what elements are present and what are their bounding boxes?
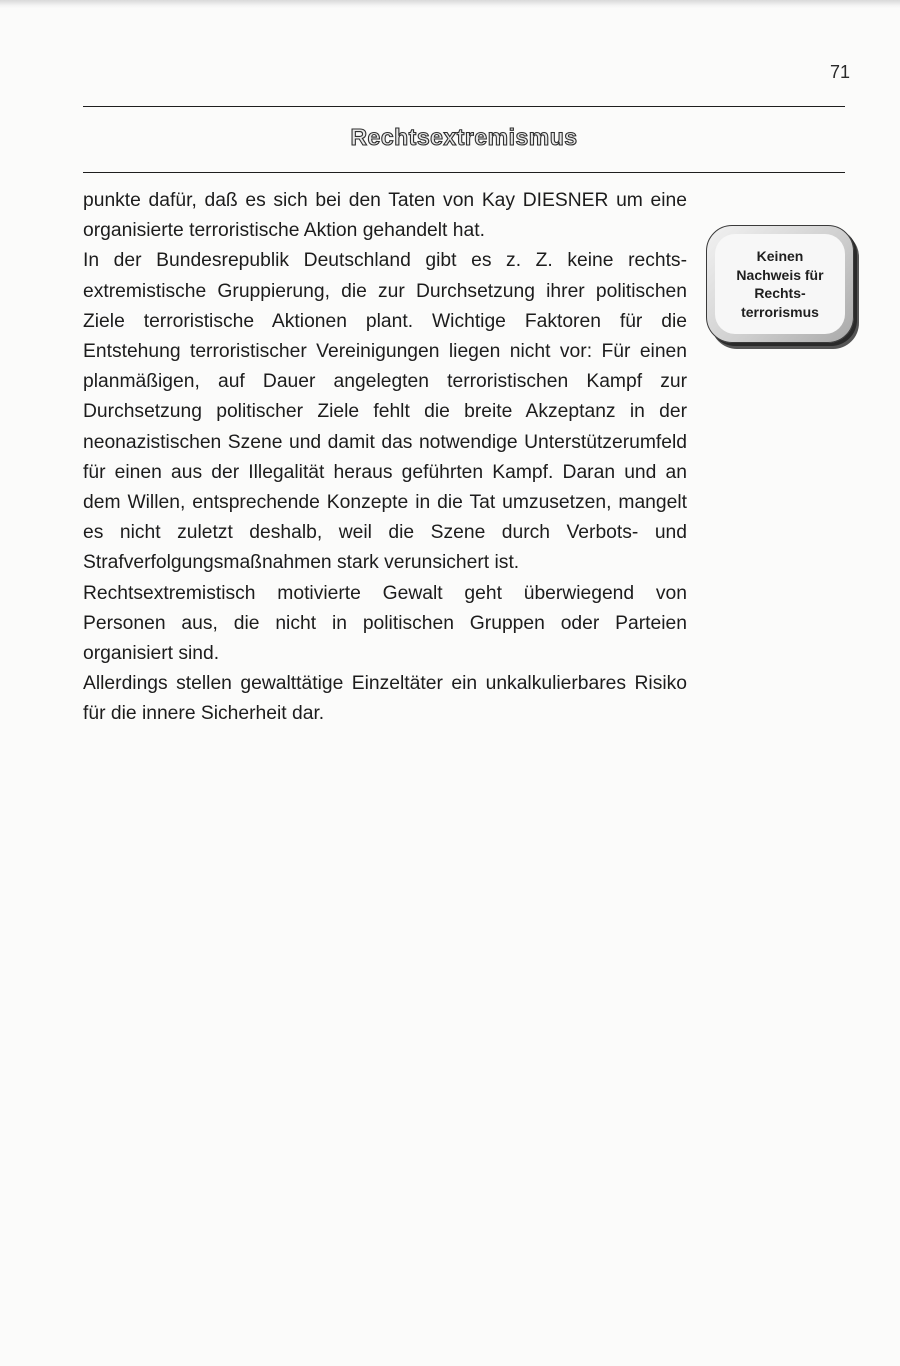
body-text: [83, 186, 687, 730]
margin-note-line-3: Rechts-: [754, 285, 806, 301]
page-number: 71: [829, 62, 850, 82]
header-rule-top: [83, 106, 845, 107]
paragraph-2: In der Bundesrepublik Deutschland gibt es z. Z. keine rechtsextremistische Gruppierung, die zur Durchsetzung ihrer politischen Ziele terroristische Aktionen plant. Wichtige Faktoren für die Entstehung terroristischer Vereinigungen liegen nicht vor: Für einen planmäßigen, auf Dauer angelegten terroristischen Kampf zur Durchsetzung politischer Ziele fehlt die breite Akzeptanz in der neonazistischen Szene und damit das notwendige Unterstützerumfeld für einen aus der Illegalität heraus geführten Kampf. Daran und an dem Willen, entsprechende Konzepte in die Tat umzusetzen, mangelt es nicht zuletzt deshalb, weil die Szene durch Verbots- und Strafverfolgungsmaßnahmen stark verunsichert ist.: [83, 250, 687, 574]
paragraph-3: Rechtsextremistisch motivierte Gewalt geht überwiegend von Personen aus, die nicht in politischen Gruppen oder Parteien organisiert sind.: [83, 582, 687, 665]
margin-note-box: [706, 225, 854, 343]
paragraph-1: punkte dafür, daß es sich bei den Taten von Kay DIESNER um eine organisierte terroristische Aktion gehandelt hat.: [83, 190, 687, 242]
margin-note-line-1: Keinen: [756, 248, 804, 264]
scan-edge: [0, 0, 900, 8]
header-rule-bottom: [83, 172, 845, 173]
paragraph-4: Allerdings stellen gewalttätige Einzeltäter ein unkalkulierbares Risiko für die innere Sicherheit dar.: [83, 673, 687, 725]
running-head: Rechtsextremismus: [350, 124, 578, 150]
margin-note-line-4: terrorismus: [741, 303, 819, 320]
margin-note-line-2: Nachweis für: [736, 266, 824, 283]
margin-note-inner: [715, 234, 845, 334]
